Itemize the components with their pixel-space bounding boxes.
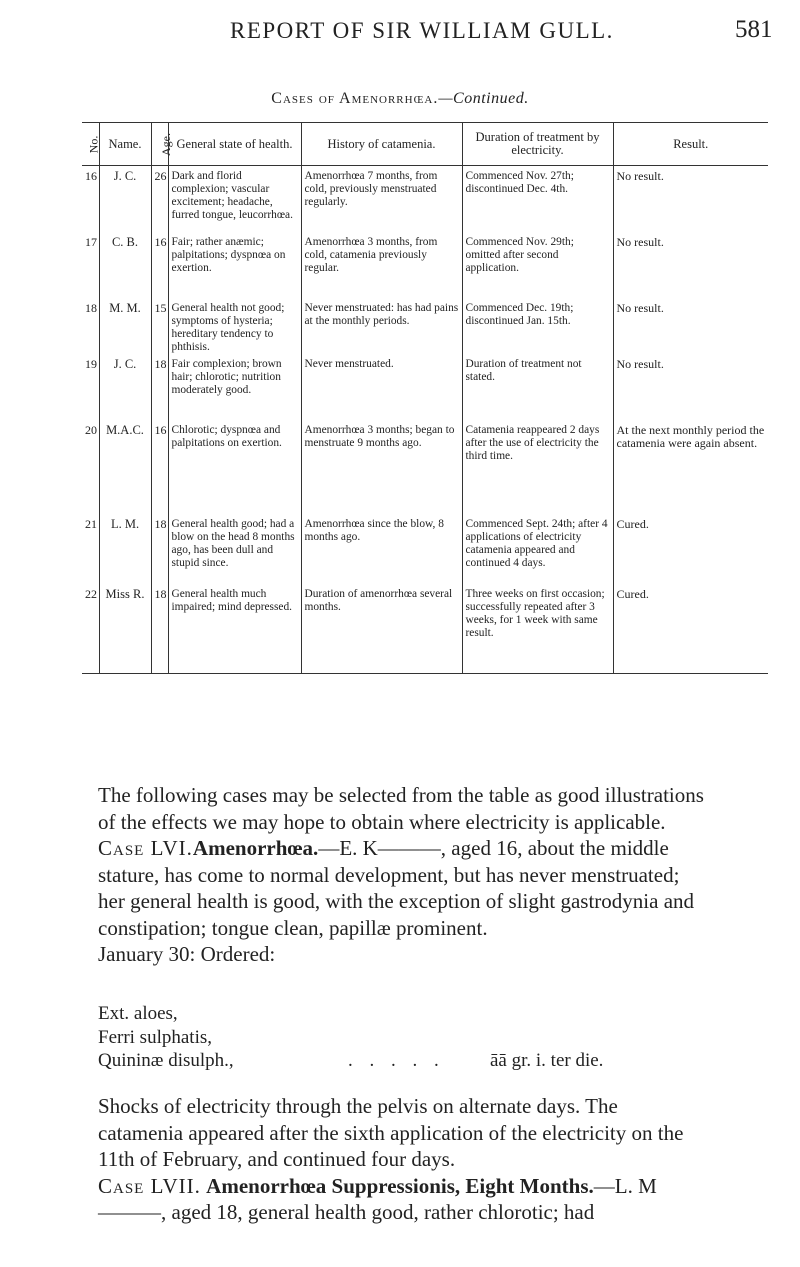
cell-age: 16 [151,420,168,514]
table-row [82,166,768,232]
cell-age: 15 [151,298,168,354]
table-caption [0,90,800,108]
rx-dots: . . . . . [348,1050,445,1071]
cell-duration: Commenced Nov. 27th; discontinued Dec. 4th. [462,166,613,232]
table-row [82,298,768,354]
header-duration: Duration of treatment by electricity. [462,123,613,166]
cell-age: 18 [151,354,168,420]
cell-result: No result. [613,354,768,420]
header-no: No. [82,123,99,166]
case-56-body: —E. K———, aged 16, about the middle stature, has come to normal development, but has never menstruated; her general health is good, with the exception of slight gastrodynia and constipation; tongue clean, papillæ prominent. [98,836,695,940]
cell-result: No result. [613,298,768,354]
case-57-body: —L. M———, aged 18, general health good, rather chlorotic; had [98,1173,657,1224]
cell-name: L. M. [99,514,151,584]
running-head-title: REPORT OF SIR WILLIAM GULL. [230,18,614,43]
case-56-label: Case LVI. [98,836,193,860]
cell-general-health: Chlorotic; dyspnœa and palpitations on exertion. [168,420,301,514]
cell-name: C. B. [99,232,151,298]
cell-age: 26 [151,166,168,232]
cell-name: Miss R. [99,584,151,674]
rx-line-aloes: Ext. aloes, [98,1003,178,1024]
cell-duration: Duration of treatment not stated. [462,354,613,420]
cell-name: J. C. [99,166,151,232]
cell-no: 17 [85,234,97,249]
body-text-continued [98,1093,708,1226]
case-57-label: Case LVII. [98,1173,201,1198]
rx-dose: āā gr. i. ter die. [490,1050,604,1071]
cell-history: Amenorrhœa 3 months, from cold, catamenia previously regular. [301,232,462,298]
body-text [98,782,708,968]
cell-name: M.A.C. [99,420,151,514]
cell-no: 22 [82,584,99,674]
table-row [82,514,768,584]
rx-line-ferri: Ferri sulphatis, [98,1026,212,1048]
cell-result: Cured. [613,514,768,584]
cell-result: Cured. [613,584,768,674]
cell-age: 16 [151,232,168,298]
cell-general-health: General health much impaired; mind depressed. [168,584,301,674]
cell-history: Duration of amenorrhœa several months. [301,584,462,674]
shocks-paragraph: Shocks of electricity through the pelvis on alternate days. The catamenia appeared after the sixth application of the electricity on the 11th of February, and continued four days. [98,1094,684,1171]
intro-paragraph: The following cases may be selected from the table as good illustrations of the effects we may hope to obtain where electricity is applicable. [98,783,704,834]
running-head [0,18,800,58]
cell-age: 18 [151,584,168,674]
header-result: Result. [613,123,768,166]
header-age: Age. [151,123,168,166]
table-caption-continued: —Continued. [438,90,529,107]
cell-age: 18 [151,514,168,584]
table-row [82,354,768,420]
case-57-heading: Amenorrhœa Suppressionis, Eight Months. [206,1173,594,1198]
cell-general-health: General health good; had a blow on the head 8 months ago, has been dull and stupid since. [168,514,301,584]
cell-duration: Three weeks on first occasion; successfully repeated after 3 weeks, for 1 week with same result. [462,584,613,674]
cell-no: 21 [85,516,97,531]
cell-name: J. C. [99,354,151,420]
rx-quinine-name: Quininæ disulph., [98,1050,234,1071]
cell-duration: Commenced Sept. 24th; after 4 applications of electricity catamenia appeared and continued 4 days. [462,514,613,584]
cell-no: 16 [85,169,97,183]
table-row [82,584,768,674]
case-56-heading: Amenorrhœa. [192,836,319,860]
cell-general-health: Fair complexion; brown hair; chlorotic; nutrition moderately good. [168,354,301,420]
cases-table [82,122,768,674]
cell-general-health: Dark and florid complexion; vascular excitement; headache, furred tongue, leucorrhœa. [168,166,301,232]
cell-general-health: Fair; rather anæmic; palpitations; dyspnœa on exertion. [168,232,301,298]
cell-history: Amenorrhœa since the blow, 8 months ago. [301,514,462,584]
cell-general-health: General health not good; symptoms of hysteria; hereditary tendency to phthisis. [168,298,301,354]
cell-duration: Commenced Nov. 29th; omitted after second application. [462,232,613,298]
cell-no: 18 [85,300,97,315]
case-57-paragraph [98,1173,708,1226]
cell-duration: Commenced Dec. 19th; discontinued Jan. 15th. [462,298,613,354]
case-56-paragraph [98,835,708,941]
cell-history: Never menstruated. [301,354,462,420]
january-order: January 30: Ordered: [98,942,276,966]
cell-result: At the next monthly period the catamenia were again absent. [613,420,768,514]
cell-result: No result. [613,166,768,232]
table-header-row [82,123,768,166]
header-general-health: General state of health. [168,123,301,166]
cell-no: 20 [85,422,97,437]
cell-result: No result. [613,232,768,298]
header-name: Name. [99,123,151,166]
cell-no: 19 [85,356,97,371]
cell-name: M. M. [99,298,151,354]
prescription [98,1002,708,1073]
table-caption-title: Cases of Amenorrhœa. [271,90,439,107]
rx-line-quinine [98,1049,708,1073]
table-row [82,420,768,514]
cell-history: Amenorrhœa 7 months, from cold, previously menstruated regularly. [301,166,462,232]
table-row [82,232,768,298]
cell-duration: Catamenia reappeared 2 days after the use of electricity the third time. [462,420,613,514]
header-history: History of catamenia. [301,123,462,166]
page-number: 581 [735,16,773,43]
cell-history: Never menstruated: has had pains at the monthly periods. [301,298,462,354]
cell-history: Amenorrhœa 3 months; began to menstruate 9 months ago. [301,420,462,514]
